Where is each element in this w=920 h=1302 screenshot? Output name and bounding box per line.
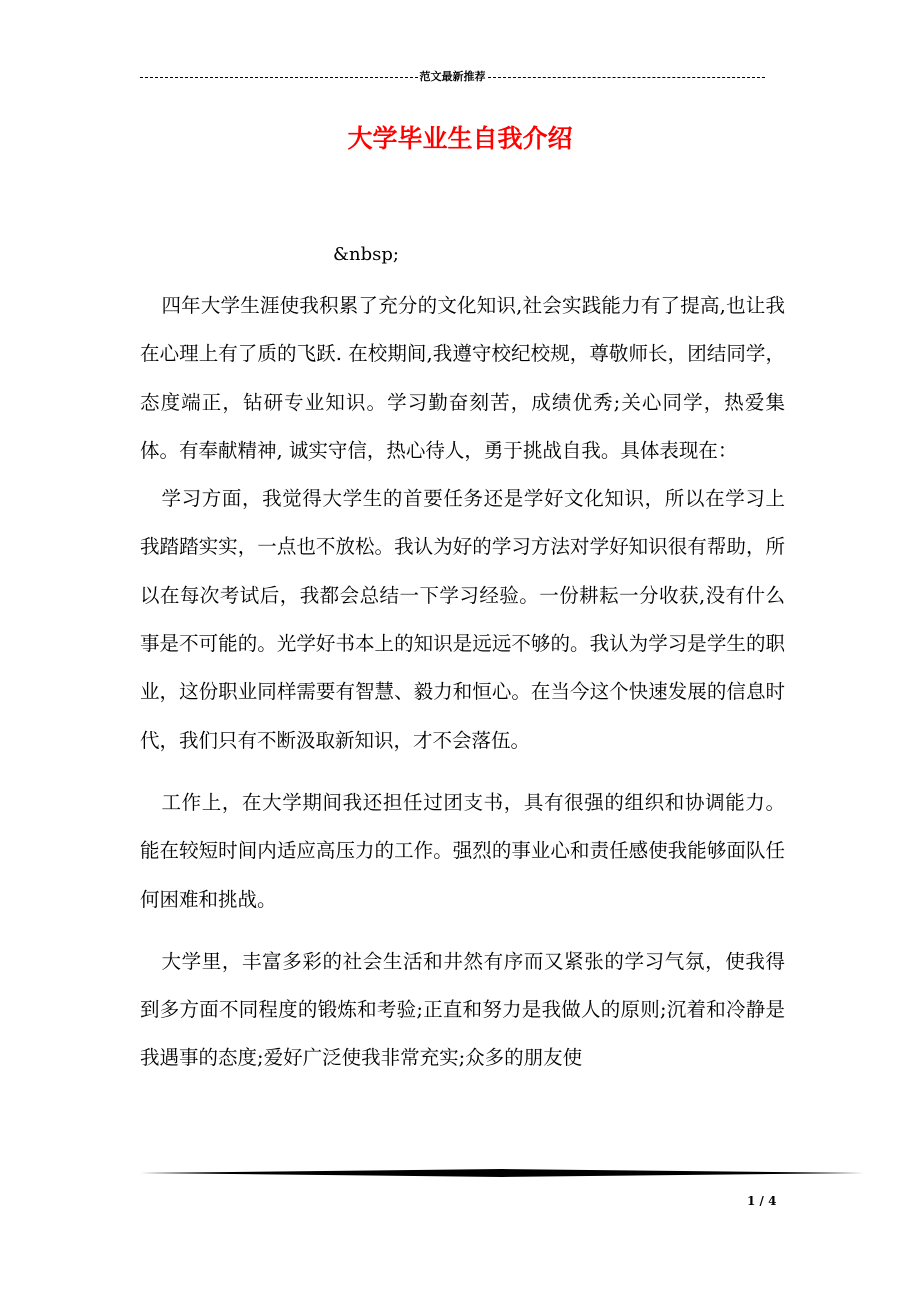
page-number: 1 / 4 (747, 1194, 777, 1208)
document-body (140, 282, 785, 1083)
paragraph-intro: 四年大学生涯使我积累了充分的文化知识,社会实践能力有了提高,也让我在心理上有了质的飞跃. 在校期间,我遵守校纪校规，尊敬师长，团结同学，态度端正，钻研专业知识。学习勤奋刻苦，成绩优秀;关心同学，热爱集体。有奉献精神, 诚实守信，热心待人，勇于挑战自我。具体表现在： (140, 294, 785, 462)
page-header (140, 68, 765, 86)
header-dash-left (140, 77, 418, 78)
paragraph-study: 学习方面，我觉得大学生的首要任务还是学好文化知识，所以在学习上我踏踏实实，一点也不放松。我认为好的学习方法对学好知识很有帮助，所以在每次考试后，我都会总结一下学习经验。一份耕耘一分收获,没有什么事是不可能的。光学好书本上的知识是远远不够的。我认为学习是学生的职业，这份职业同样需要有智慧、毅力和恒心。在当今这个快速发展的信息时代，我们只有不断汲取新知识，才不会落伍。 (140, 487, 785, 752)
footer-rule (140, 1165, 864, 1181)
paragraph-life: 大学里，丰富多彩的社会生活和井然有序而又紧张的学习气氛，使我得到多方面不同程度的锻炼和考验;正直和努力是我做人的原则;沉着和冷静是我遇事的态度;爱好广泛使我非常充实;众多的朋友使 (140, 949, 785, 1070)
paragraph-work: 工作上，在大学期间我还担任过团支书，具有很强的组织和协调能力。能在较短时间内适应高压力的工作。强烈的事业心和责任感使我能够面队任何困难和挑战。 (140, 790, 785, 911)
document-title: 大学毕业生自我介绍 (347, 124, 573, 153)
nbsp-text: &nbsp; (333, 244, 399, 265)
header-label: 范文最新推荐 (419, 70, 486, 83)
header-dash-right (488, 77, 766, 78)
